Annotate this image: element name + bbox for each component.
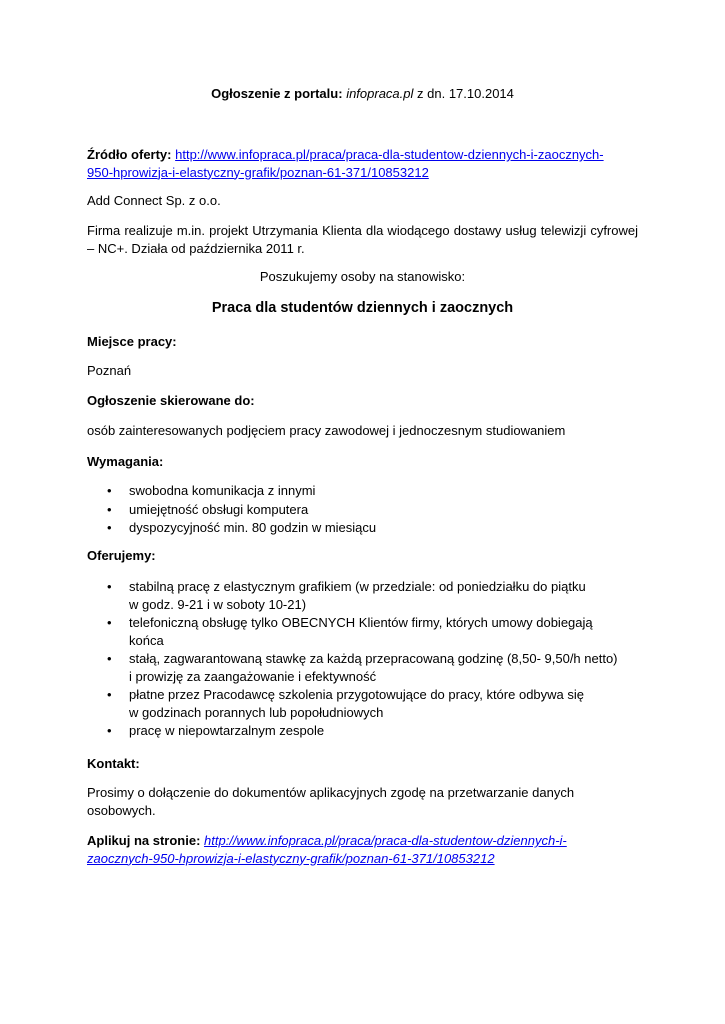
company-name: Add Connect Sp. z o.o. — [87, 193, 221, 208]
bullet-icon: • — [107, 687, 112, 702]
position-title: Praca dla studentów dziennych i zaocznych — [211, 300, 514, 316]
offer-list — [87, 578, 638, 741]
list-item: • stałą, zagwarantowaną stawkę za każdą przepracowaną godzinę (8,50- 9,50/h netto) i prowizję za zaangażowanie i efektywność — [107, 651, 618, 684]
bullet-icon: • — [107, 579, 112, 594]
portal-name: infopraca.pl — [346, 86, 414, 101]
company-description: Firma realizuje m.in. projekt Utrzymania Klienta dla wiodącego dostawy usług telewizji cyfrowej – NC+. Działa od października 2011 r. — [87, 223, 638, 256]
apply-paragraph — [87, 832, 638, 867]
portal-label: Ogłoszenie z portalu: — [211, 86, 343, 101]
bullet-icon: • — [107, 723, 112, 738]
apply-label: Aplikuj na stronie: — [87, 833, 201, 848]
list-item: • stabilną pracę z elastycznym grafikiem (w przedziale: od poniedziałku do piątku w godz. 9-21 i w soboty 10-21) — [107, 579, 586, 612]
portal-date: z dn. 17.10.2014 — [417, 86, 514, 101]
requirements-list — [87, 482, 638, 538]
bullet-icon: • — [107, 520, 112, 535]
bullet-icon: • — [107, 483, 112, 498]
source-link-line1[interactable]: http://www.infopraca.pl/praca/praca-dla-studentow-dziennych-i-zaocznych- — [175, 147, 604, 162]
source-label: Źródło oferty: — [87, 147, 172, 162]
offer-heading: Oferujemy: — [87, 548, 156, 563]
bullet-icon: • — [107, 501, 112, 517]
apply-link-line1[interactable]: http://www.infopraca.pl/praca/praca-dla-studentow-dziennych-i- — [204, 833, 567, 848]
bullet-icon: • — [107, 615, 112, 630]
list-item: • pracę w niepowtarzalnym zespole — [107, 723, 325, 738]
audience-value: osób zainteresowanych podjęciem pracy zawodowej i jednoczesnym studiowaniem — [87, 423, 566, 438]
bullet-icon: • — [107, 651, 112, 666]
apply-link-line2[interactable]: zaocznych-950-hprowizja-i-elastyczny-grafik/poznan-61-371/10853212 — [87, 850, 495, 866]
contact-text: Prosimy o dołączenie do dokumentów aplikacyjnych zgodę na przetwarzanie danych osobowych. — [87, 785, 575, 818]
list-item: • dyspozycyjność min. 80 godzin w miesiącu — [107, 520, 377, 535]
list-item: • swobodna komunikacja z innymi — [107, 483, 316, 498]
requirements-heading: Wymagania: — [87, 454, 164, 469]
portal-header — [87, 85, 638, 103]
looking-for-text: Poszukujemy osoby na stanowisko: — [259, 269, 466, 284]
audience-heading: Ogłoszenie skierowane do: — [87, 393, 255, 408]
list-item: • telefoniczną obsługę tylko OBECNYCH Klientów firmy, których umowy dobiegają końca — [107, 615, 593, 648]
list-item: • umiejętność obsługi komputera — [107, 501, 309, 517]
contact-heading: Kontakt: — [87, 756, 140, 771]
workplace-heading: Miejsce pracy: — [87, 334, 177, 349]
list-item: • płatne przez Pracodawcę szkolenia przygotowujące do pracy, które odbywa się w godzinach porannych lub popołudniowych — [107, 687, 584, 720]
workplace-value: Poznań — [87, 363, 132, 378]
source-paragraph — [87, 146, 638, 181]
source-link-line2[interactable]: 950-hprowizja-i-elastyczny-grafik/poznan-61-371/10853212 — [87, 164, 429, 180]
